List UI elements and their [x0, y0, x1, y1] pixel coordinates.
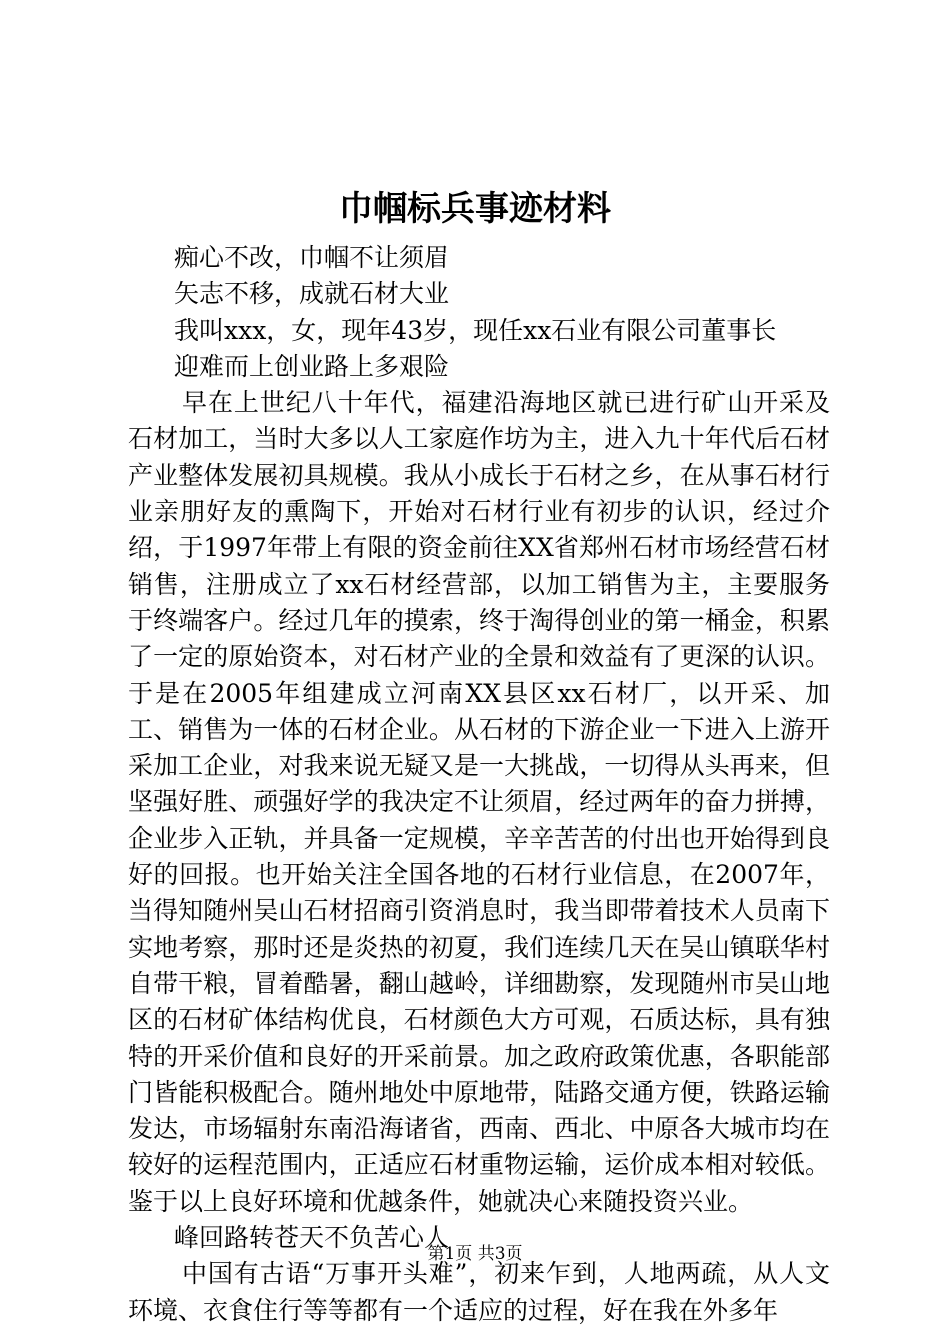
document-title: 巾帼标兵事迹材料	[339, 189, 611, 229]
paragraph-1: 早在上世纪八十年代，福建沿海地区就已进行矿山开采及石材加工，当时大多以人工家庭作坊为主，进入九十年代后石材产业整体发展初具规模。我从小成长于石材之乡，在从事石材行业亲朋好友的熏陶下，开始对石材行业有初步的认识，经过介绍，于1997年带上有限的资金前往XX省郑州石材市场经营石材销售，注册成立了xx石材经营部，以加工销售为主，主要服务于终端客户。经过几年的摸索，终于淘得创业的第一桶金，积累了一定的原始资本，对石材产业的全景和效益有了更深的认识。于是在2005年组建成立河南XX县区xx石材厂，以开采、加工、销售为一体的石材企业。从石材的下游企业一下进入上游开采加工企业，对我来说无疑又是一大挑战，一切得从头再来，但坚强好胜、顽强好学的我决定不让须眉，经过两年的奋力拼搏，企业步入正轨，并具备一定规模，辛辛苦苦的付出也开始得到良好的回报。也开始关注全国各地的石材行业信息，在2007年，当得知随州吴山石材招商引资消息时，我当即带着技术人员南下实地考察，那时还是炎热的初夏，我们连续几天在吴山镇联华村自带干粮，冒着酷暑，翻山越岭，详细勘察，发现随州市吴山地区的石材矿体结构优良，石材颜色大方可观，石质达标，具有独特的开采价值和良好的开采前景。加之政府政策优惠，各职能部门皆能积极配合。随州地处中原地带，陆路交通方便，铁路运输发达，市场辐射东南沿海诸省，西南、西北、中原各大城市均在较好的运程范围内，正适应石材重物运输，运价成本相对较低。鉴于以上良好环境和优越条件，她就决心来随投资兴业。	[128, 388, 830, 1216]
subtitle-line-2: 矢志不移，成就石材大业	[174, 279, 450, 309]
page-footer: 第1页 共3页	[427, 1244, 523, 1264]
section-heading-1: 迎难而上创业路上多艰险	[174, 351, 450, 381]
paragraph-2: 中国有古语“万事开头难”，初来乍到，人地两疏，从人文环境、衣食住行等等都有一个适应的过程，好在我在外多年	[128, 1259, 830, 1325]
subtitle-line-1: 痴心不改，巾帼不让须眉	[174, 243, 450, 272]
document-body	[128, 240, 830, 1329]
section-heading-2: 峰回路转苍天不负苦心人	[174, 1223, 450, 1253]
intro-line: 我叫xxx，女，现年43岁，现任xx石业有限公司董事长	[174, 315, 777, 345]
